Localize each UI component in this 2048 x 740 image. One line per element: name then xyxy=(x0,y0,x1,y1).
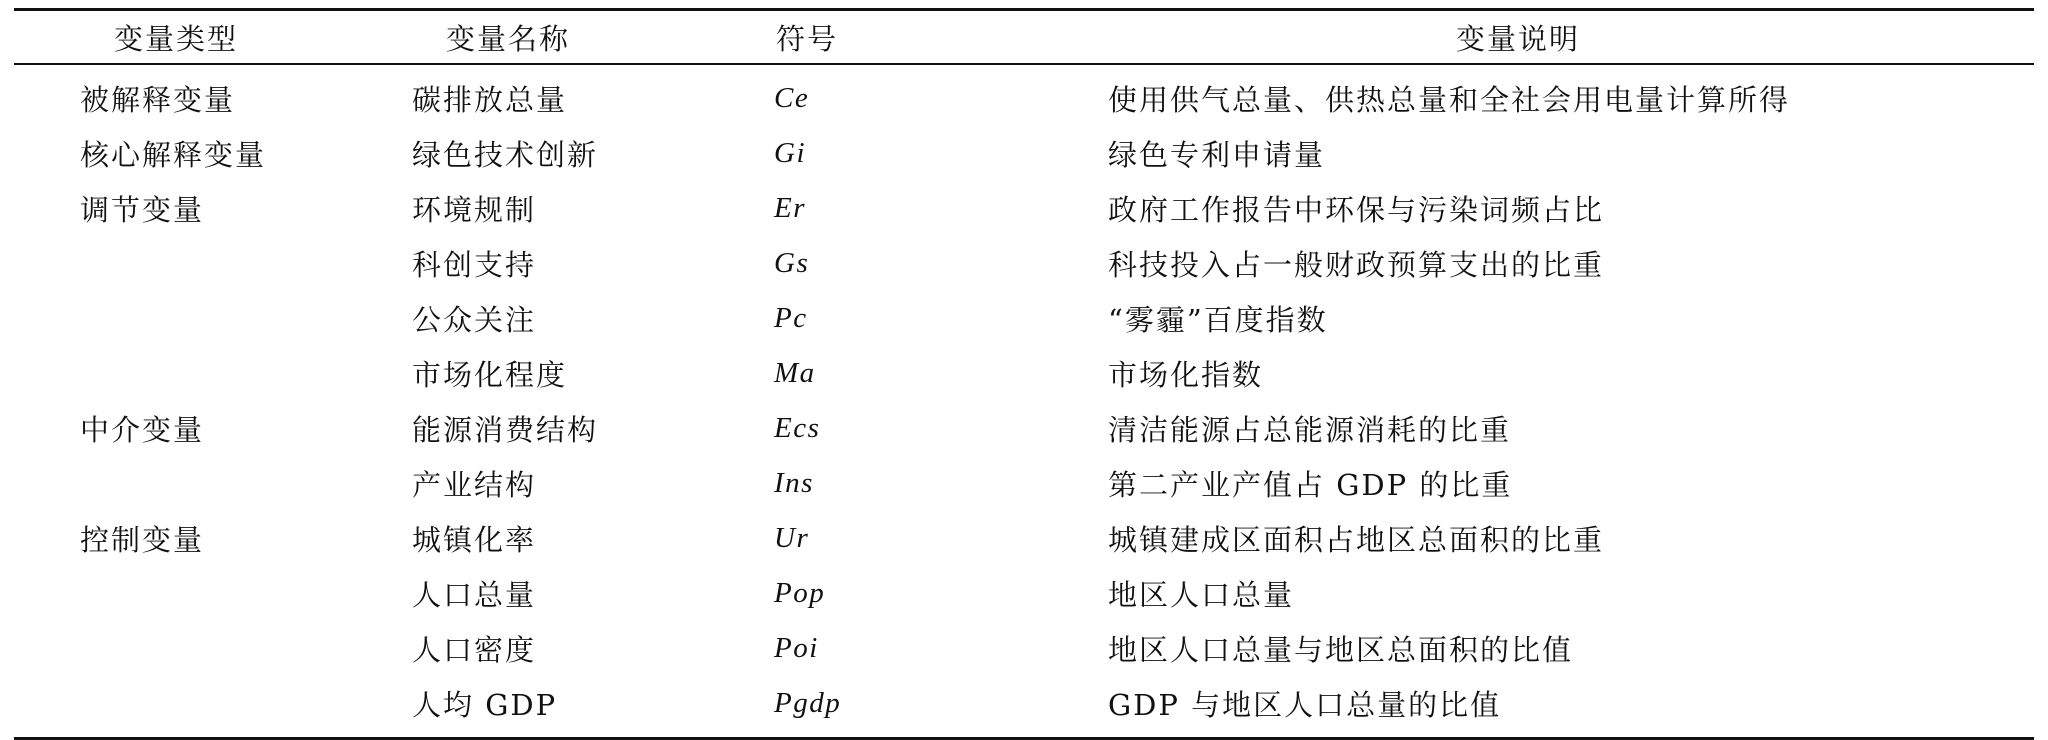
cell-variable-type: 调节变量 xyxy=(80,193,205,227)
cell-symbol: Ce xyxy=(774,82,810,114)
table-row xyxy=(14,511,2034,566)
cell-variable-name: 人口密度 xyxy=(412,633,537,667)
cell-variable-type: 控制变量 xyxy=(80,523,205,557)
header-variable-name: 变量名称 xyxy=(446,21,571,56)
table-header-row xyxy=(14,11,2034,63)
cell-variable-name: 碳排放总量 xyxy=(412,83,568,117)
cell-variable-name: 市场化程度 xyxy=(412,358,568,392)
cell-symbol: Gi xyxy=(774,137,806,169)
cell-symbol: Pc xyxy=(774,302,808,334)
cell-variable-type: 中介变量 xyxy=(80,413,205,447)
cell-variable-name: 人口总量 xyxy=(412,578,537,612)
header-symbol: 符号 xyxy=(776,21,839,56)
header-description: 变量说明 xyxy=(1456,21,1581,56)
table-row xyxy=(14,181,2034,236)
cell-variable-type: 核心解释变量 xyxy=(80,138,267,172)
cell-symbol: Poi xyxy=(774,632,819,664)
cell-variable-name: 城镇化率 xyxy=(412,523,537,557)
cell-description: 第二产业产值占 GDP 的比重 xyxy=(1108,468,1513,502)
table-row xyxy=(14,236,2034,291)
cell-symbol: Ur xyxy=(774,522,810,554)
cell-variable-name: 产业结构 xyxy=(412,468,537,502)
header-variable-type: 变量类型 xyxy=(114,21,239,56)
table-row xyxy=(14,401,2034,456)
cell-symbol: Er xyxy=(774,192,806,224)
variable-table xyxy=(14,8,2034,740)
cell-variable-name: 科创支持 xyxy=(412,248,537,282)
cell-description: 城镇建成区面积占地区总面积的比重 xyxy=(1108,523,1605,557)
table-row xyxy=(14,291,2034,346)
cell-variable-name: 环境规制 xyxy=(412,193,537,227)
table-row xyxy=(14,456,2034,511)
table-body xyxy=(14,65,2034,737)
cell-description: “雾霾”百度指数 xyxy=(1108,303,1328,337)
cell-variable-name: 绿色技术创新 xyxy=(412,138,599,172)
table-row xyxy=(14,346,2034,401)
cell-variable-name: 人均 GDP xyxy=(412,688,558,722)
cell-description: 绿色专利申请量 xyxy=(1108,138,1326,172)
cell-description: 使用供气总量、供热总量和全社会用电量计算所得 xyxy=(1108,83,1791,117)
cell-description: 地区人口总量与地区总面积的比值 xyxy=(1108,633,1574,667)
table-row xyxy=(14,676,2034,731)
table-row xyxy=(14,71,2034,126)
cell-symbol: Ins xyxy=(774,467,814,499)
cell-variable-name: 公众关注 xyxy=(412,303,537,337)
cell-symbol: Gs xyxy=(774,247,810,279)
cell-description: 地区人口总量 xyxy=(1108,578,1295,612)
cell-symbol: Ma xyxy=(774,357,816,389)
cell-symbol: Pop xyxy=(774,577,826,609)
cell-description: 市场化指数 xyxy=(1108,358,1264,392)
cell-variable-type: 被解释变量 xyxy=(80,83,236,117)
table-row xyxy=(14,621,2034,676)
cell-description: 清洁能源占总能源消耗的比重 xyxy=(1108,413,1512,447)
cell-description: 科技投入占一般财政预算支出的比重 xyxy=(1108,248,1605,282)
cell-variable-name: 能源消费结构 xyxy=(412,413,599,447)
cell-symbol: Pgdp xyxy=(774,687,842,719)
cell-description: GDP 与地区人口总量的比值 xyxy=(1108,688,1502,722)
table-row xyxy=(14,126,2034,181)
table-row xyxy=(14,566,2034,621)
cell-symbol: Ecs xyxy=(774,412,821,444)
cell-description: 政府工作报告中环保与污染词频占比 xyxy=(1108,193,1605,227)
